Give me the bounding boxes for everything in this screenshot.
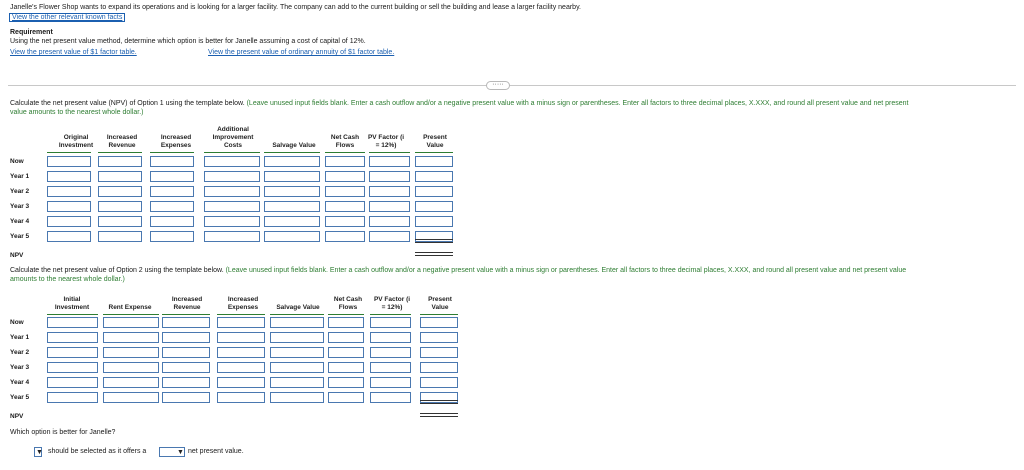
option2-input-field[interactable] (421, 363, 457, 372)
option2-input-cell[interactable] (217, 317, 265, 328)
option1-row-label: Year 4 (10, 218, 30, 225)
option1-input-cell[interactable] (204, 216, 260, 227)
chevron-down-icon: ▼ (177, 449, 184, 456)
option2-input-cell[interactable] (328, 362, 364, 373)
option1-header-2: Increased Expenses (160, 134, 192, 149)
option1-input-field[interactable] (99, 232, 141, 241)
option2-npv-total-underline (420, 400, 458, 404)
option1-row-label: Year 1 (10, 173, 30, 180)
option2-input-cell[interactable] (328, 377, 364, 388)
option1-input-cell[interactable] (98, 171, 142, 182)
option1-input-cell[interactable] (47, 231, 91, 242)
option1-input-field[interactable] (99, 157, 141, 166)
option2-header-1: Rent Expense (108, 304, 152, 311)
option2-input-field[interactable] (104, 318, 158, 327)
option2-input-cell[interactable] (420, 332, 458, 343)
option1-row-label: Year 2 (10, 188, 30, 195)
option2-header-underline (47, 314, 98, 315)
option1-npv-total-underline (415, 239, 453, 243)
option1-input-field[interactable] (326, 217, 364, 226)
option1-input-field[interactable] (151, 172, 193, 181)
option1-input-field[interactable] (99, 187, 141, 196)
option2-input-field[interactable] (271, 393, 323, 402)
option1-input-cell[interactable] (264, 156, 320, 167)
option2-input-field[interactable] (421, 378, 457, 387)
option2-input-cell[interactable] (103, 332, 159, 343)
option1-input-field[interactable] (48, 217, 90, 226)
option1-input-field[interactable] (265, 232, 319, 241)
option2-input-field[interactable] (104, 348, 158, 357)
option1-input-field[interactable] (151, 157, 193, 166)
option2-input-field[interactable] (271, 348, 323, 357)
option2-input-cell[interactable] (328, 317, 364, 328)
option1-input-cell[interactable] (98, 231, 142, 242)
option1-row-label: Year 5 (10, 233, 30, 240)
option2-header-3: Increased Expenses (227, 296, 259, 311)
option1-header-7: Present Value (423, 134, 447, 149)
answer-mid-text: should be selected as it offers a (48, 448, 147, 455)
option1-input-field[interactable] (48, 232, 90, 241)
option2-input-cell[interactable] (370, 392, 411, 403)
option2-input-cell[interactable] (103, 317, 159, 328)
option2-input-field[interactable] (218, 378, 264, 387)
option2-header-6: PV Factor (i = 12%) (373, 296, 411, 311)
chevron-down-icon: ▼ (36, 449, 43, 456)
option2-input-cell[interactable] (217, 332, 265, 343)
option1-header-3: Additional Improvement Costs (212, 126, 254, 149)
option1-input-cell[interactable] (98, 216, 142, 227)
option1-input-cell[interactable] (369, 171, 410, 182)
option2-input-cell[interactable] (47, 377, 98, 388)
option1-input-cell[interactable] (150, 201, 194, 212)
option2-input-field[interactable] (104, 333, 158, 342)
option2-input-field[interactable] (163, 393, 209, 402)
option2-input-cell[interactable] (47, 347, 98, 358)
option2-input-field[interactable] (329, 348, 363, 357)
option1-input-cell[interactable] (325, 201, 365, 212)
option1-input-cell[interactable] (47, 216, 91, 227)
option2-input-field[interactable] (329, 318, 363, 327)
option1-input-cell[interactable] (325, 231, 365, 242)
option1-row-label: Now (10, 158, 24, 165)
option2-input-field[interactable] (163, 348, 209, 357)
option1-input-field[interactable] (151, 217, 193, 226)
option2-input-cell[interactable] (162, 362, 210, 373)
option2-header-4: Salvage Value (276, 304, 320, 311)
option1-input-field[interactable] (326, 172, 364, 181)
option2-npv-label: NPV (10, 413, 24, 420)
option2-input-field[interactable] (271, 333, 323, 342)
option2-header-5: Net Cash Flows (333, 296, 363, 311)
option2-input-cell[interactable] (370, 362, 411, 373)
option2-input-field[interactable] (371, 333, 410, 342)
option2-input-field[interactable] (218, 393, 264, 402)
option1-header-1: Increased Revenue (106, 134, 138, 149)
option2-input-field[interactable] (421, 348, 457, 357)
option2-row-label: Now (10, 319, 24, 326)
option1-header-underline (415, 152, 453, 153)
option1-input-field[interactable] (205, 187, 259, 196)
option2-input-cell[interactable] (217, 362, 265, 373)
option1-header-underline (47, 152, 91, 153)
option2-input-field[interactable] (163, 363, 209, 372)
option1-input-cell[interactable] (204, 201, 260, 212)
option-select-dropdown[interactable] (34, 447, 42, 457)
option1-input-cell[interactable] (264, 186, 320, 197)
option2-input-cell[interactable] (162, 377, 210, 388)
option2-row-label: Year 5 (10, 394, 30, 401)
option2-input-field[interactable] (163, 378, 209, 387)
option1-input-cell[interactable] (415, 186, 453, 197)
option1-input-field[interactable] (99, 217, 141, 226)
option1-input-cell[interactable] (415, 216, 453, 227)
option2-input-cell[interactable] (420, 377, 458, 388)
option2-input-field[interactable] (104, 393, 158, 402)
option2-input-cell[interactable] (270, 317, 324, 328)
option1-input-field[interactable] (265, 202, 319, 211)
option1-input-cell[interactable] (415, 201, 453, 212)
option2-input-field[interactable] (218, 363, 264, 372)
option2-input-field[interactable] (371, 348, 410, 357)
option1-input-cell[interactable] (415, 171, 453, 182)
option1-header-underline (264, 152, 320, 153)
option2-input-cell[interactable] (47, 392, 98, 403)
option1-row-label: Year 3 (10, 203, 30, 210)
option1-input-field[interactable] (370, 187, 409, 196)
option2-header-underline (270, 314, 324, 315)
option2-row-label: Year 1 (10, 334, 30, 341)
option2-header-7: Present Value (428, 296, 452, 311)
option2-instructions (10, 267, 906, 274)
option1-input-cell[interactable] (325, 171, 365, 182)
option2-input-cell[interactable] (270, 392, 324, 403)
option2-input-cell[interactable] (162, 332, 210, 343)
option1-header-underline (204, 152, 260, 153)
annuity-factor-table-link[interactable]: View the present value of ordinary annuity of $1 factor table. (208, 49, 395, 56)
option1-input-field[interactable] (151, 187, 193, 196)
option2-input-cell[interactable] (162, 317, 210, 328)
option2-input-field[interactable] (271, 378, 323, 387)
option2-input-field[interactable] (163, 318, 209, 327)
option1-input-field[interactable] (205, 232, 259, 241)
option1-input-field[interactable] (48, 187, 90, 196)
option1-input-field[interactable] (416, 187, 452, 196)
option2-input-cell[interactable] (370, 332, 411, 343)
option2-input-cell[interactable] (370, 347, 411, 358)
option1-input-field[interactable] (416, 202, 452, 211)
option1-input-cell[interactable] (369, 186, 410, 197)
option1-input-field[interactable] (326, 187, 364, 196)
option2-row-label: Year 2 (10, 349, 30, 356)
section-divider (8, 85, 1016, 86)
option1-input-cell[interactable] (325, 186, 365, 197)
option2-input-cell[interactable] (420, 347, 458, 358)
option1-input-field[interactable] (99, 172, 141, 181)
option2-input-field[interactable] (371, 378, 410, 387)
option2-header-underline (328, 314, 364, 315)
option1-input-cell[interactable] (204, 156, 260, 167)
expand-more-button[interactable]: ····· (486, 81, 510, 90)
option1-input-field[interactable] (326, 202, 364, 211)
requirement-heading: Requirement (10, 29, 53, 36)
option2-input-cell[interactable] (328, 332, 364, 343)
option1-input-cell[interactable] (47, 201, 91, 212)
option1-input-field[interactable] (370, 157, 409, 166)
option2-input-cell[interactable] (370, 317, 411, 328)
option1-input-cell[interactable] (47, 156, 91, 167)
option2-input-cell[interactable] (103, 392, 159, 403)
option1-input-cell[interactable] (325, 156, 365, 167)
option2-input-field[interactable] (421, 333, 457, 342)
option2-input-cell[interactable] (217, 377, 265, 388)
option2-input-field[interactable] (371, 363, 410, 372)
option1-input-cell[interactable] (150, 156, 194, 167)
option2-input-cell[interactable] (420, 317, 458, 328)
option2-input-field[interactable] (371, 393, 410, 402)
option1-input-cell[interactable] (204, 186, 260, 197)
option1-input-field[interactable] (326, 232, 364, 241)
option1-input-field[interactable] (416, 217, 452, 226)
option2-input-cell[interactable] (270, 362, 324, 373)
option2-input-field[interactable] (48, 348, 97, 357)
option2-input-field[interactable] (48, 393, 97, 402)
option2-input-cell[interactable] (103, 347, 159, 358)
known-facts-link[interactable]: View the other relevant known facts (9, 13, 125, 22)
option1-input-field[interactable] (48, 157, 90, 166)
option1-input-field[interactable] (151, 202, 193, 211)
option2-input-cell[interactable] (217, 347, 265, 358)
option1-input-field[interactable] (265, 157, 319, 166)
option2-row-label: Year 4 (10, 379, 30, 386)
option2-input-field[interactable] (48, 333, 97, 342)
option2-input-cell[interactable] (103, 377, 159, 388)
option2-instr-main: Calculate the net present value of Option 2 using the template below. (10, 267, 224, 274)
option1-header-0: Original Investment (58, 134, 94, 149)
option2-input-cell[interactable] (162, 392, 210, 403)
option2-npv-total-line (420, 413, 458, 417)
option1-input-field[interactable] (416, 157, 452, 166)
option1-header-underline (150, 152, 194, 153)
option2-input-cell[interactable] (47, 332, 98, 343)
option1-input-cell[interactable] (150, 216, 194, 227)
requirement-text: Using the net present value method, determine which option is better for Janelle assuming a cost of capital of 12%. (10, 38, 366, 45)
option1-input-field[interactable] (205, 202, 259, 211)
option1-input-cell[interactable] (98, 156, 142, 167)
option1-input-cell[interactable] (98, 201, 142, 212)
option2-input-field[interactable] (271, 363, 323, 372)
option1-npv-label: NPV (10, 252, 24, 259)
option2-header-0: Initial Investment (54, 296, 90, 311)
option1-input-cell[interactable] (415, 156, 453, 167)
option1-instructions (10, 100, 909, 107)
option1-input-field[interactable] (48, 202, 90, 211)
option2-row-label: Year 3 (10, 364, 30, 371)
option1-input-cell[interactable] (204, 231, 260, 242)
option2-input-field[interactable] (104, 378, 158, 387)
intro-text: Janelle's Flower Shop wants to expand its operations and is looking for a larger facility. The company can add to the current building or sell the building and lease a larger facility nearby. (10, 4, 581, 11)
option1-input-field[interactable] (265, 172, 319, 181)
which-option-question: Which option is better for Janelle? (10, 429, 116, 436)
option1-input-cell[interactable] (264, 231, 320, 242)
option1-input-cell[interactable] (150, 186, 194, 197)
option1-input-cell[interactable] (264, 171, 320, 182)
option2-header-2: Increased Revenue (171, 296, 203, 311)
option2-input-cell[interactable] (420, 362, 458, 373)
option2-input-cell[interactable] (270, 377, 324, 388)
option1-npv-total-line (415, 252, 453, 256)
option2-header-underline (217, 314, 265, 315)
option1-input-cell[interactable] (204, 171, 260, 182)
option1-header-underline (369, 152, 410, 153)
option1-input-field[interactable] (99, 202, 141, 211)
option1-input-cell[interactable] (325, 216, 365, 227)
option2-input-field[interactable] (104, 363, 158, 372)
option1-input-field[interactable] (326, 157, 364, 166)
option2-input-field[interactable] (329, 378, 363, 387)
option1-instr-main: Calculate the net present value (NPV) of Option 1 using the template below. (10, 100, 245, 107)
option2-input-field[interactable] (218, 348, 264, 357)
option2-input-field[interactable] (329, 363, 363, 372)
option2-input-field[interactable] (48, 318, 97, 327)
option2-input-cell[interactable] (217, 392, 265, 403)
option1-input-cell[interactable] (150, 171, 194, 182)
option2-instr-note: (Leave unused input fields blank. Enter a cash outflow and/or a negative present value with a minus sign or parentheses. Enter all factors to three decimal places, X.XXX, and round all present value and net present value (225, 267, 907, 274)
option1-header-underline (325, 152, 365, 153)
option2-input-cell[interactable] (328, 392, 364, 403)
option1-input-cell[interactable] (369, 216, 410, 227)
option1-header-4: Salvage Value (272, 142, 316, 149)
option2-input-field[interactable] (329, 393, 363, 402)
option1-input-field[interactable] (205, 157, 259, 166)
option1-input-field[interactable] (265, 187, 319, 196)
option2-header-underline (420, 314, 458, 315)
option1-input-field[interactable] (205, 172, 259, 181)
option1-input-cell[interactable] (369, 231, 410, 242)
option1-input-cell[interactable] (264, 201, 320, 212)
option1-input-cell[interactable] (264, 216, 320, 227)
option1-input-field[interactable] (370, 217, 409, 226)
option2-input-cell[interactable] (103, 362, 159, 373)
option2-header-underline (103, 314, 159, 315)
option1-input-field[interactable] (151, 232, 193, 241)
option1-instr-note: (Leave unused input fields blank. Enter a cash outflow and/or a negative present value with a minus sign or parentheses. Enter all factors to three decimal places, X.XXX, and round all present value and net present (246, 100, 909, 107)
option2-input-cell[interactable] (270, 347, 324, 358)
option2-input-field[interactable] (271, 318, 323, 327)
option1-input-cell[interactable] (47, 186, 91, 197)
option1-input-field[interactable] (265, 217, 319, 226)
option2-input-field[interactable] (218, 333, 264, 342)
option1-header-5: Net Cash Flows (330, 134, 360, 149)
option1-input-cell[interactable] (369, 201, 410, 212)
option1-input-cell[interactable] (98, 186, 142, 197)
option1-input-cell[interactable] (47, 171, 91, 182)
pv-factor-table-link[interactable]: View the present value of $1 factor table. (10, 49, 137, 56)
option2-input-field[interactable] (421, 318, 457, 327)
option1-input-field[interactable] (370, 172, 409, 181)
option1-input-cell[interactable] (369, 156, 410, 167)
npv-comparison-dropdown[interactable] (159, 447, 185, 457)
option1-header-6: PV Factor (i = 12%) (367, 134, 405, 149)
option2-input-cell[interactable] (47, 362, 98, 373)
option1-input-cell[interactable] (150, 231, 194, 242)
option2-input-field[interactable] (218, 318, 264, 327)
option2-input-field[interactable] (329, 333, 363, 342)
option2-input-field[interactable] (371, 318, 410, 327)
option1-input-field[interactable] (416, 172, 452, 181)
option1-header-underline (98, 152, 142, 153)
option2-header-underline (370, 314, 411, 315)
option2-input-cell[interactable] (328, 347, 364, 358)
option1-input-field[interactable] (205, 217, 259, 226)
option1-input-field[interactable] (370, 202, 409, 211)
option1-input-field[interactable] (48, 172, 90, 181)
option2-input-field[interactable] (48, 378, 97, 387)
option2-input-cell[interactable] (162, 347, 210, 358)
option2-input-field[interactable] (48, 363, 97, 372)
option2-instr-note-cont: amounts to the nearest whole dollar.) (10, 276, 125, 283)
option2-input-cell[interactable] (370, 377, 411, 388)
option2-header-underline (162, 314, 210, 315)
option1-input-field[interactable] (370, 232, 409, 241)
option2-input-field[interactable] (163, 333, 209, 342)
option1-instr-note-cont: value amounts to the nearest whole dollar.) (10, 109, 144, 116)
answer-end-text: net present value. (188, 448, 244, 455)
option2-input-cell[interactable] (47, 317, 98, 328)
option2-input-cell[interactable] (270, 332, 324, 343)
